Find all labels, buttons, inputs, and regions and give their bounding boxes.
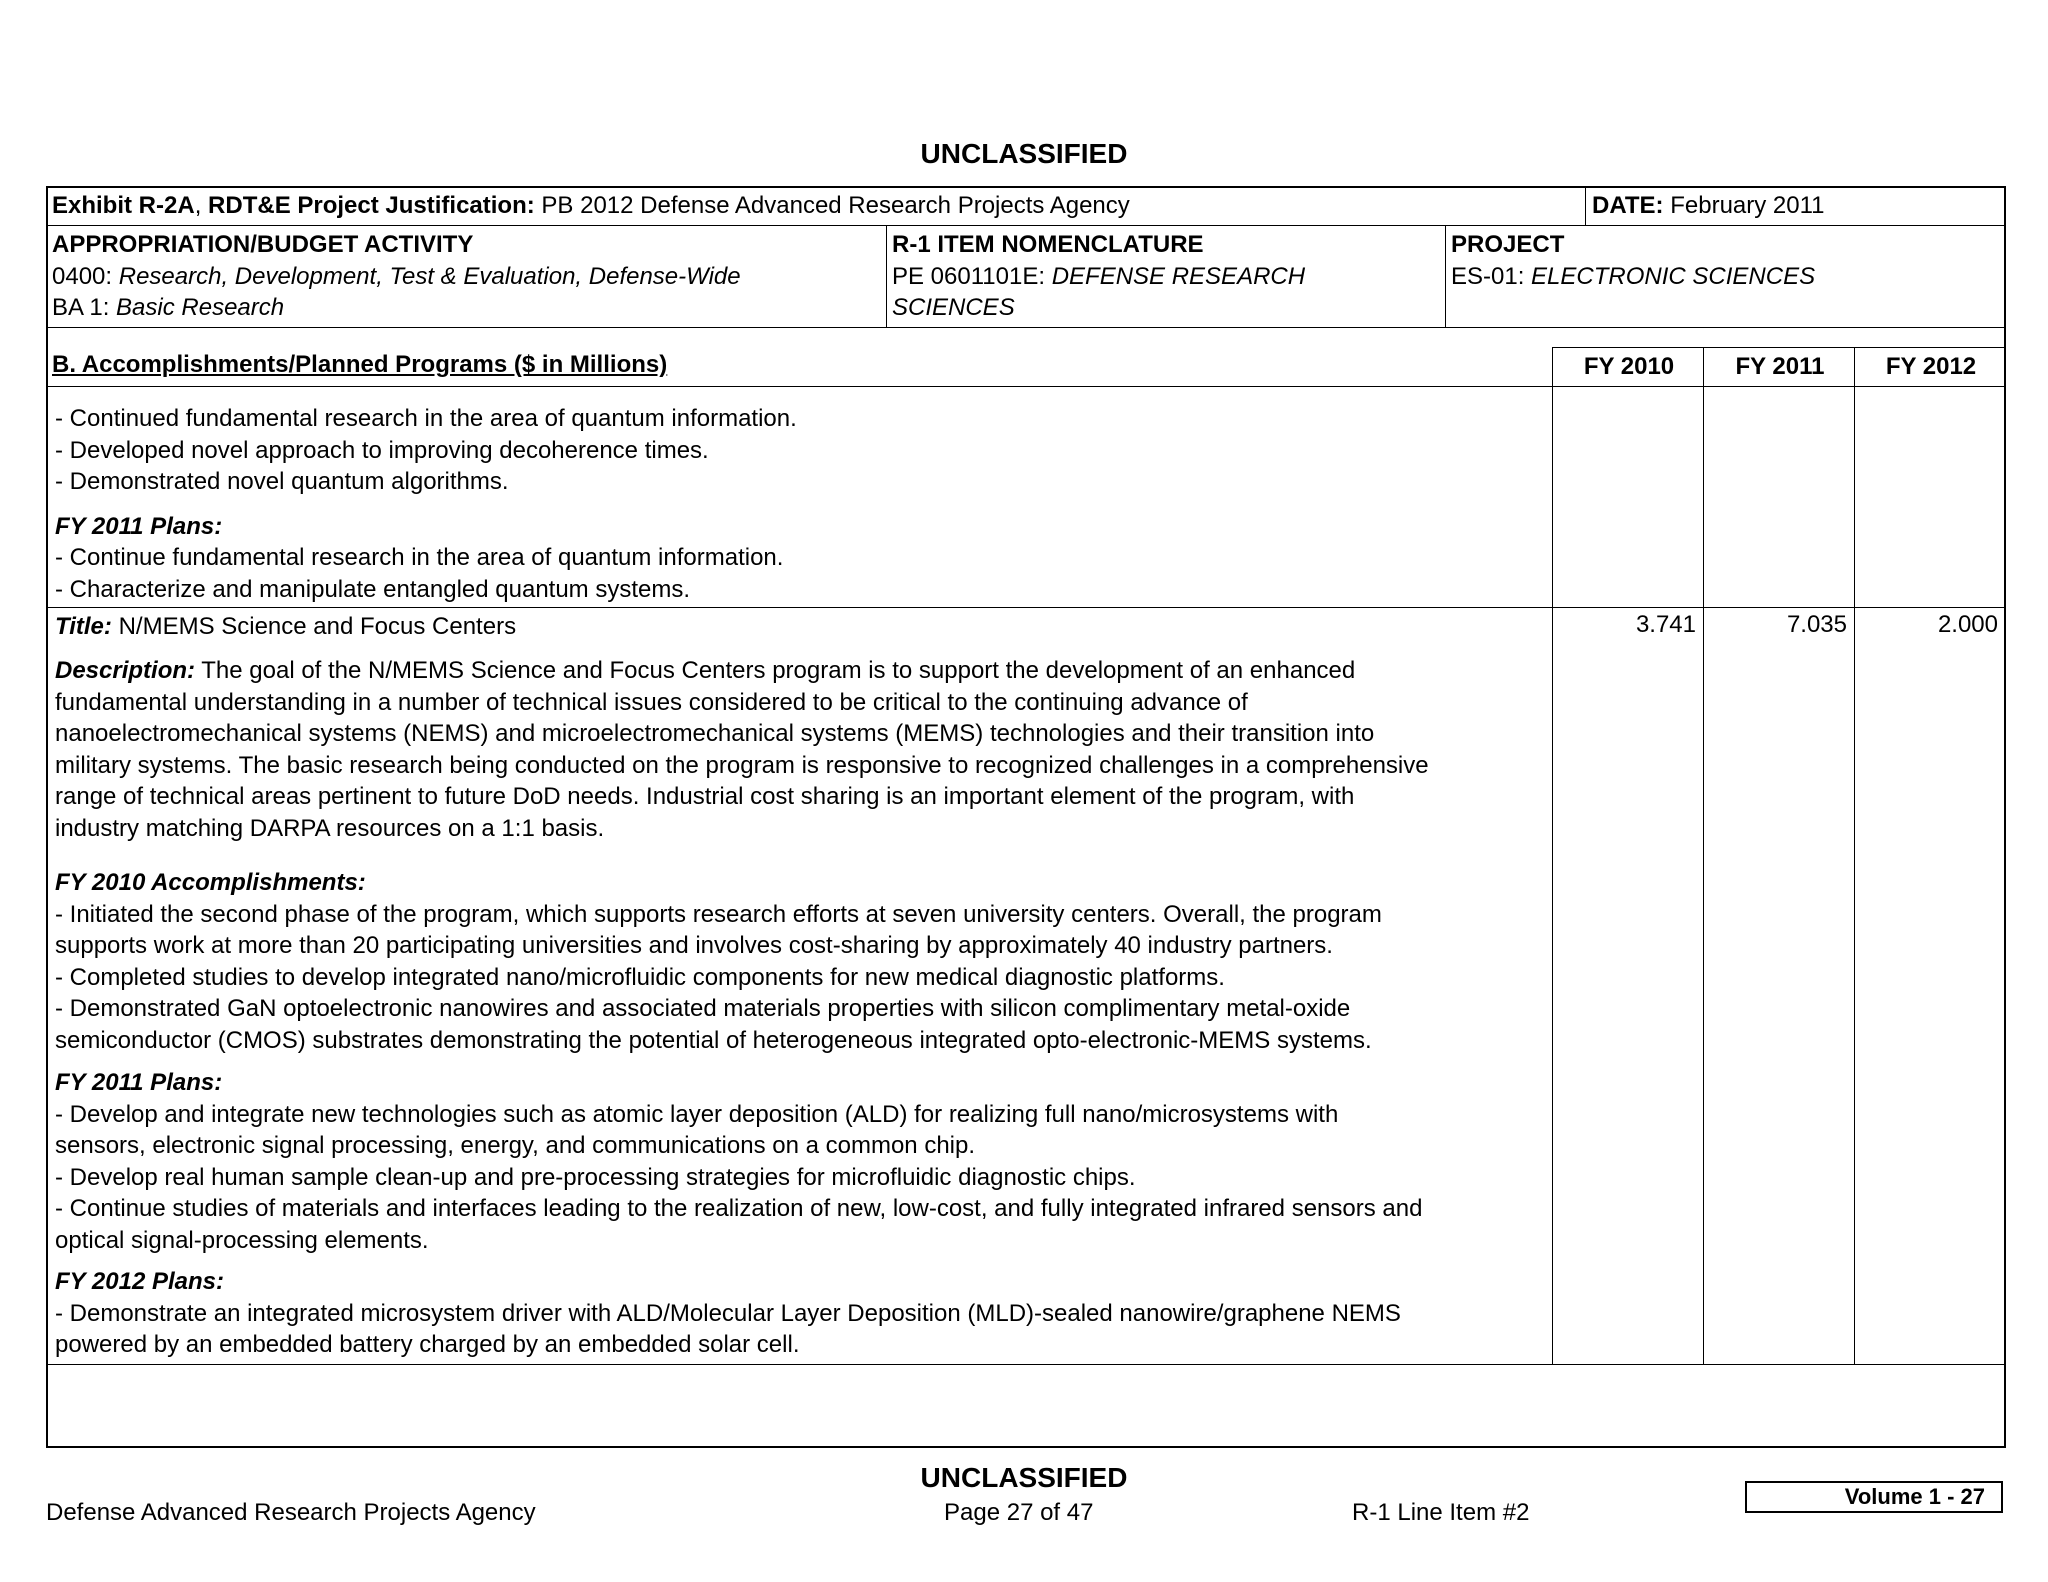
footer-page-number: Page 27 of 47 — [944, 1499, 1094, 1526]
exhibit-title: Exhibit R-2A, RDT&E Project Justification: PB 2012 Defense Advanced Research Projects Agency — [52, 192, 1130, 219]
classification-banner-bottom: UNCLASSIFIED — [920, 1462, 1128, 1493]
program-description: Description: The goal of the N/MEMS Science and Focus Centers program is to support the development of an enhanced fundamental understanding in a number of technical issues considered to be critical to the continuing advance of nanoelectromechanical systems (NEMS) and microelectromechanical systems (MEMS) technologies and their transition into military systems. The basic research being conducted on the program is responsive to recognized challenges in a comprehensive range of technical areas pertinent to future DoD needs. Industrial cost sharing is an important element of the program, with industry matching DARPA resources on a 1:1 basis. — [55, 657, 1429, 842]
fy2010-accomplishments: FY 2010 Accomplishments: - Initiated the second phase of the program, which supports research efforts at seven university centers. Overall, the program supports work at more than 20 participating universities and involves cost-sharing by approximately 40 industry partners. - Completed studies to develop integrated nano/microfluidic components for new medical diagnostic platforms. - Demonstrated GaN optoelectronic nanowires and associated materials properties with silicon complimentary metal-oxide semiconductor (CMOS) substrates demonstrating the potential of heterogeneous integrated opto-electronic-MEMS systems. — [55, 869, 1382, 1054]
program-title: Title: N/MEMS Science and Focus Centers — [55, 613, 517, 640]
date-divider — [1585, 186, 1586, 226]
fy-header-2012: FY 2012 — [1885, 353, 1977, 380]
fy-header-2011: FY 2011 — [1735, 353, 1825, 380]
r1-nomenclature-block: R-1 ITEM NOMENCLATURE PE 0601101E: DEFENSE RESEARCH SCIENCES — [892, 231, 1306, 321]
section-b-header-bottom — [46, 386, 2005, 387]
fy-col-line-3 — [1854, 347, 1855, 1365]
fy2012-plans: FY 2012 Plans: - Demonstrate an integrated microsystem driver with ALD/Molecular Layer Deposition (MLD)-sealed nanowire/graphene NEMS powered by an embedded battery charged by an embedded solar cell. — [55, 1268, 1401, 1358]
fy2011-plans: FY 2011 Plans: - Develop and integrate new technologies such as atomic layer deposition (ALD) for realizing full nano/microsystems with sensors, electronic signal processing, energy, and communications on a common chip. - Develop real human sample clean-up and pre-processing strategies for microfluidic diagnostic chips. - Continue studies of materials and interfaces leading to the realization of new, low-cost, and fully integrated infrared sensors and optical signal-processing elements. — [55, 1069, 1423, 1254]
value-fy2010: 3.741 — [1635, 611, 1696, 638]
project-divider — [1445, 225, 1446, 328]
appropriation-block: APPROPRIATION/BUDGET ACTIVITY 0400: Research, Development, Test & Evaluation, Defense-Wide BA 1: Basic Research — [52, 231, 741, 321]
frame-left-border — [46, 186, 48, 1447]
value-fy2012: 2.000 — [1937, 611, 1998, 638]
frame-bottom-border — [46, 1446, 2006, 1448]
program-row-bottom — [46, 1364, 2005, 1365]
section-b-heading: B. Accomplishments/Planned Programs ($ in Millions) — [52, 351, 668, 378]
classification-banner-top: UNCLASSIFIED — [920, 138, 1128, 169]
fy-header-top — [1552, 347, 2005, 348]
continued-block: - Continued fundamental research in the area of quantum information. - Developed novel approach to improving decoherence times. - Demonstrated novel quantum algorithms. FY 2011 Plans: - Continue fundamental research in the area of quantum information. - Characterize and manipulate entangled quantum systems. — [55, 405, 797, 603]
r1-divider — [886, 225, 887, 328]
continued-block-bottom — [46, 607, 2005, 608]
header-row-divider — [46, 225, 2005, 226]
header-bottom-divider — [46, 327, 2005, 328]
project-block: PROJECT ES-01: ELECTRONIC SCIENCES — [1451, 231, 1816, 290]
frame-top-border — [46, 186, 2005, 188]
value-fy2011: 7.035 — [1786, 611, 1847, 638]
fy-col-line-2 — [1703, 347, 1704, 1365]
fy-header-2010: FY 2010 — [1583, 353, 1675, 380]
footer-agency: Defense Advanced Research Projects Agency — [46, 1499, 536, 1526]
footer-line-item: R-1 Line Item #2 — [1352, 1499, 1530, 1526]
exhibit-date: DATE: February 2011 — [1592, 192, 1825, 219]
footer-volume-box: Volume 1 - 27 — [1745, 1481, 2003, 1513]
